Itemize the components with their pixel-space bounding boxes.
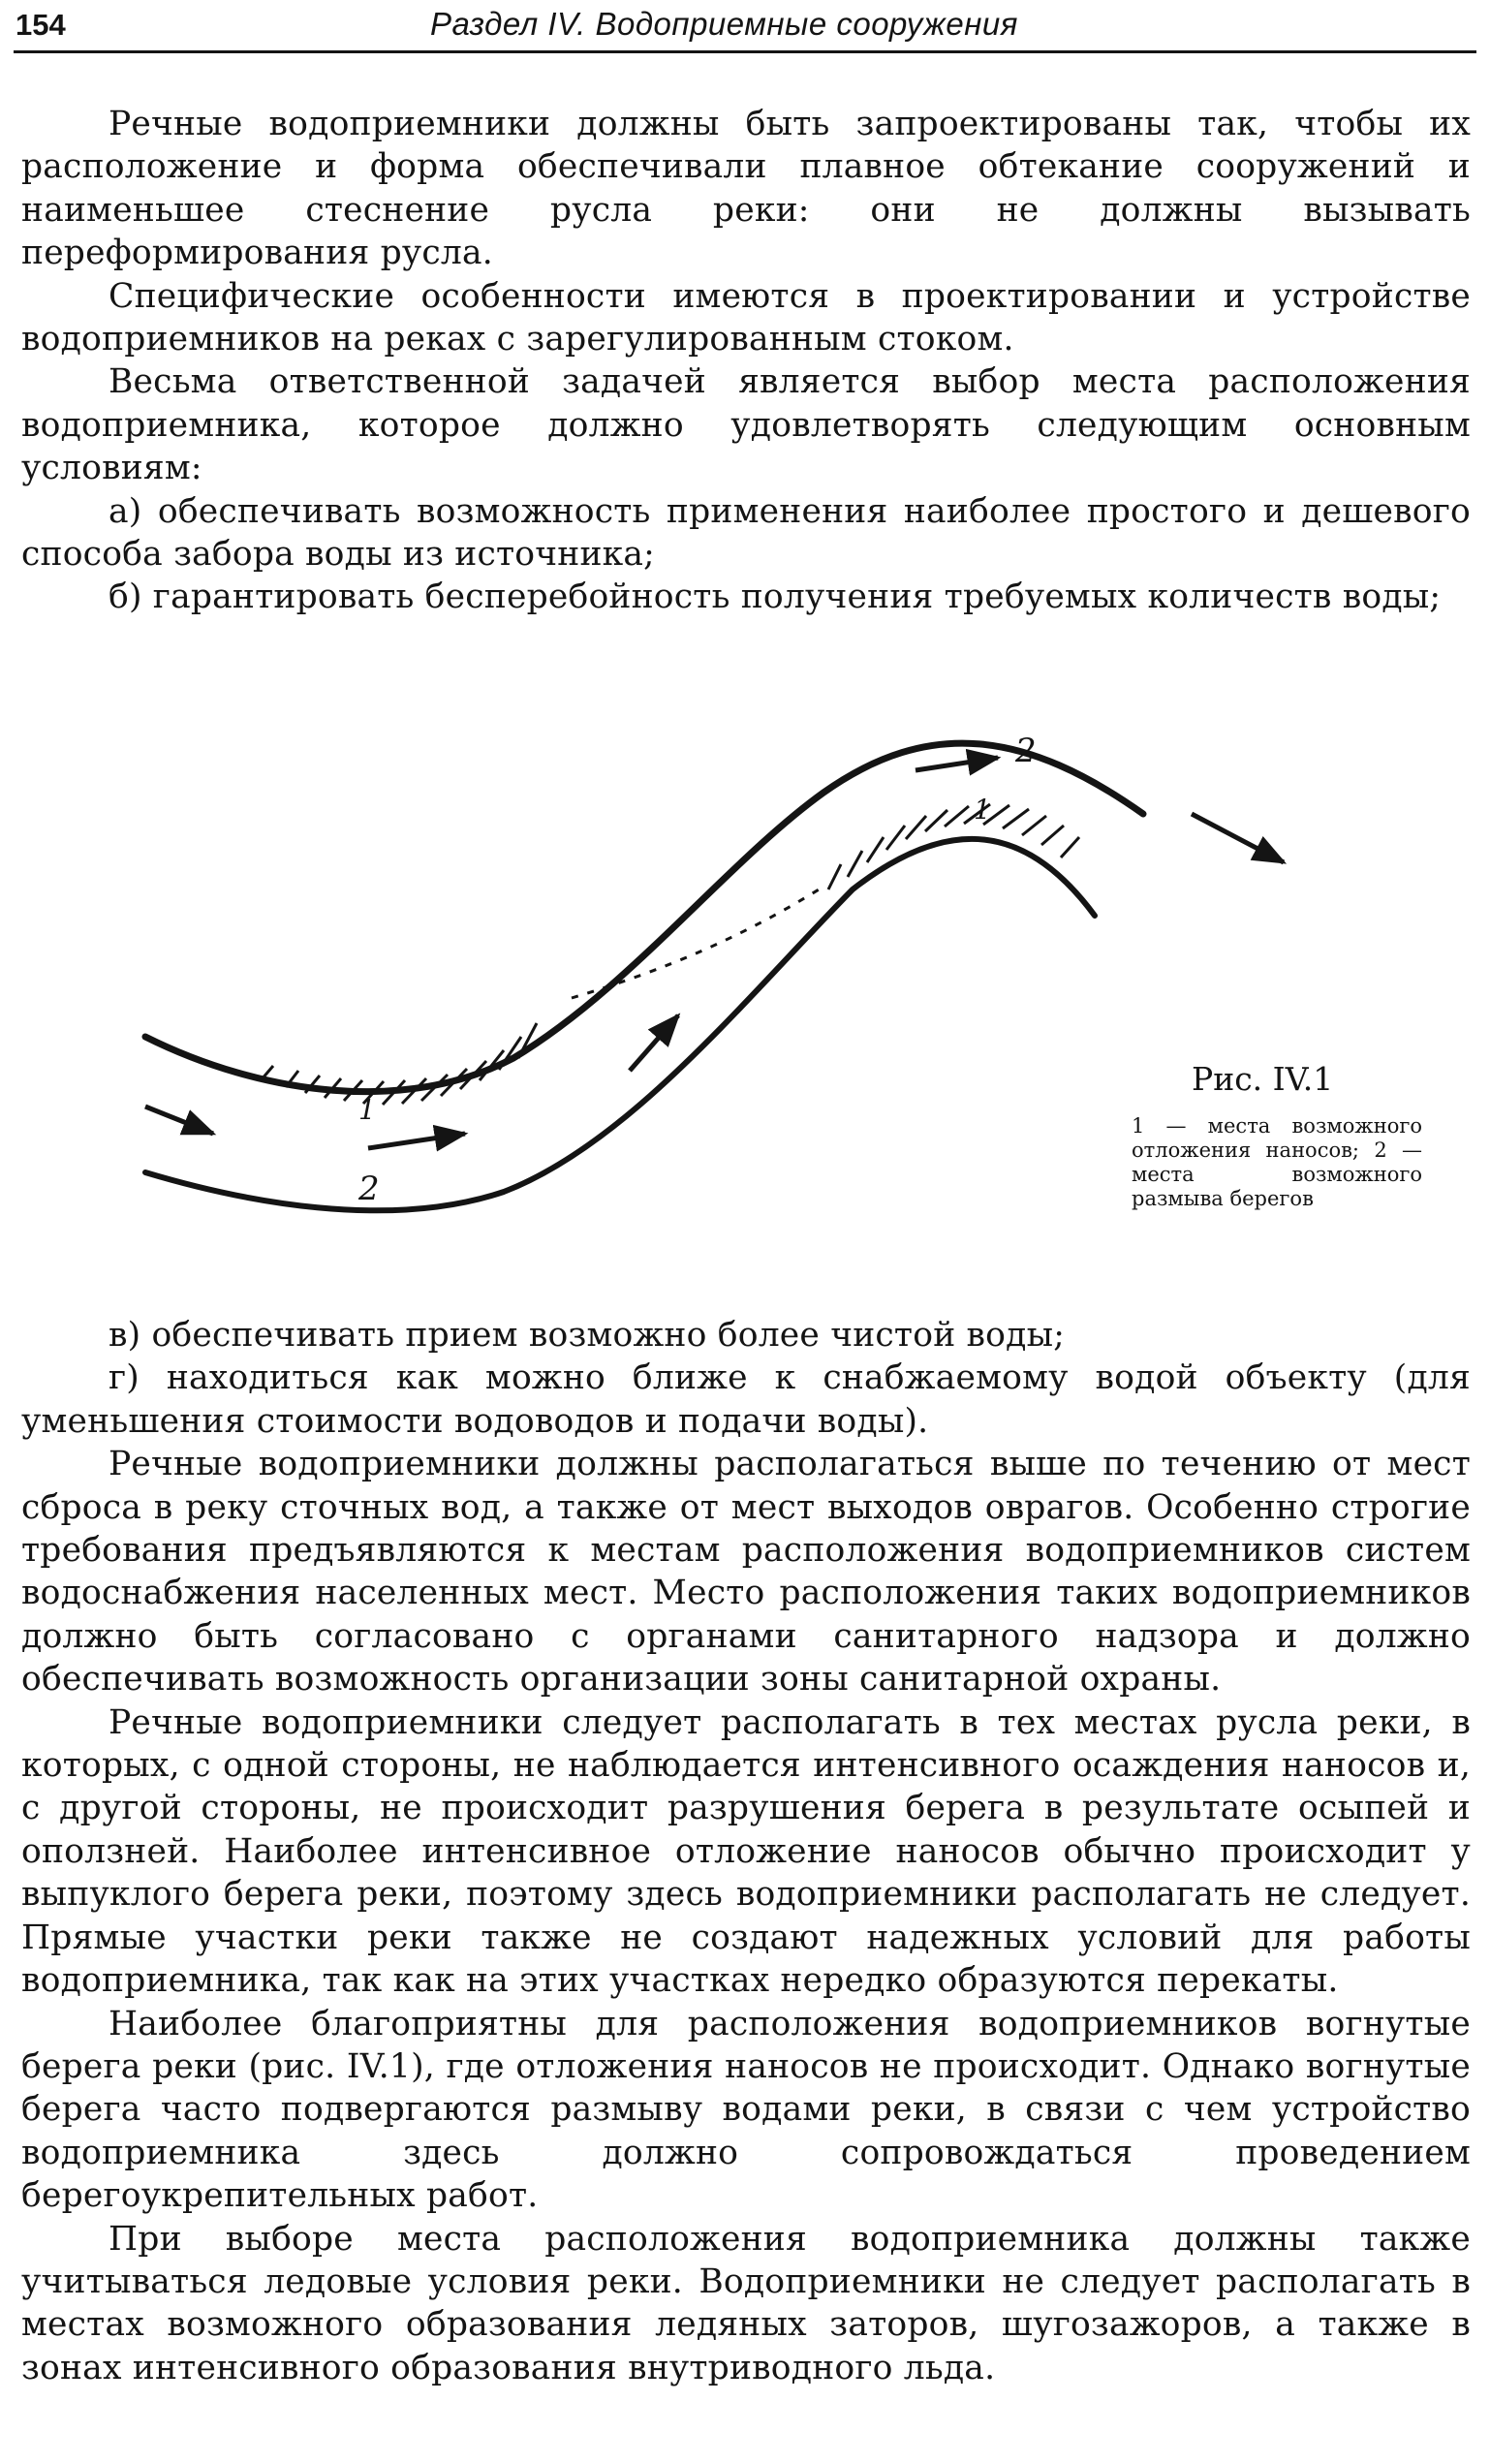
flow-arrow-upper bbox=[916, 758, 998, 770]
lower-bank-line bbox=[145, 839, 1095, 1210]
figure-caption: 1 — места возможного отложения наносов; 2 — места возможного размыва берегов bbox=[1132, 1114, 1422, 1210]
flow-arrow-outlet bbox=[1192, 814, 1284, 862]
label-deposit-lower: 1 bbox=[358, 1094, 376, 1126]
list-item-a: а) обеспечивать возможность применения наиболее простого и дешевого способа забора воды из источника; bbox=[21, 491, 1471, 575]
flow-arrow-middle bbox=[630, 1015, 678, 1071]
paragraph: При выборе места расположения водоприемника должны также учитываться ледовые условия реки. Водоприемники не следует располагать в местах возможного образования ледяных заторов, шугозажоров, а также в зонах интенсивного образования внутриводного льда. bbox=[21, 2219, 1471, 2387]
paragraph: Наиболее благоприятны для расположения водоприемников вогнутые берега реки (рис. IV.1), где отложения наносов не происходит. Однако вогнутые берега часто подвергаются размыву водами реки, в связи с чем устройство водоприемника здесь должно сопровождаться проведением берегоукрепительных работ. bbox=[21, 2004, 1471, 2216]
paragraph: Весьма ответственной задачей является выбор места расположения водоприемника, которое должно удовлетворять следующим основным условиям: bbox=[21, 362, 1471, 488]
list-item-v: в) обеспечивать прием возможно более чистой воды; bbox=[109, 1316, 1066, 1355]
paragraph: Речные водоприемники должны располагаться выше по течению от мест сброса в реку сточных вод, а также от мест выходов оврагов. Особенно строгие требования предъявляются к местам расположения водоприемников систем водоснабжения населенных мест. Место расположения таких водоприемников должно быть согласовано с органами санитарного надзора и должно обеспечивать возможность организации зоны санитарной охраны. bbox=[21, 1445, 1471, 1700]
list-item-g: г) находиться как можно ближе к снабжаемому водой объекту (для уменьшения стоимости водоводов и подачи воды). bbox=[21, 1358, 1471, 1441]
label-erosion-upper: 2 bbox=[1015, 732, 1037, 770]
paragraph: Речные водоприемники следует располагать в тех местах русла реки, в которых, с одной стороны, не наблюдается интенсивного осаждения наносов и, с другой стороны, не происходит разрушения берега в результате осыпей и оползней. Наиболее интенсивное отложение наносов обычно происходит у выпуклого берега реки, поэтому здесь водоприемники располагать не следует. Прямые участки реки также не создают надежных условий для работы водоприемника, так как на этих участках нередко образуются перекаты. bbox=[21, 1702, 1471, 2001]
list-item-b: б) гарантировать бесперебойность получения требуемых количеств воды; bbox=[109, 577, 1442, 617]
figure-title: Рис. IV.1 bbox=[1192, 1060, 1334, 1098]
running-title: Раздел IV. Водоприемные сооружения bbox=[430, 6, 1018, 42]
label-deposit-upper: 1 bbox=[974, 794, 991, 826]
text-block-top bbox=[21, 103, 1471, 619]
flow-arrow-lower bbox=[368, 1134, 465, 1148]
upper-bank-line bbox=[145, 743, 1143, 1092]
text-block-bottom bbox=[21, 1314, 1471, 2389]
page-header bbox=[14, 2, 1476, 53]
page-number: 154 bbox=[16, 8, 66, 42]
flow-arrow-inlet bbox=[145, 1107, 213, 1134]
paragraph: Речные водоприемники должны быть запроектированы так, чтобы их расположение и форма обеспечивали плавное обтекание сооружений и наименьшее стеснение русла реки: они не должны вызывать переформирования русла. bbox=[21, 105, 1471, 273]
paragraph: Специфические особенности имеются в проектировании и устройстве водоприемников на реках с зарегулированным стоком. bbox=[21, 276, 1471, 359]
label-erosion-lower: 2 bbox=[358, 1170, 380, 1208]
